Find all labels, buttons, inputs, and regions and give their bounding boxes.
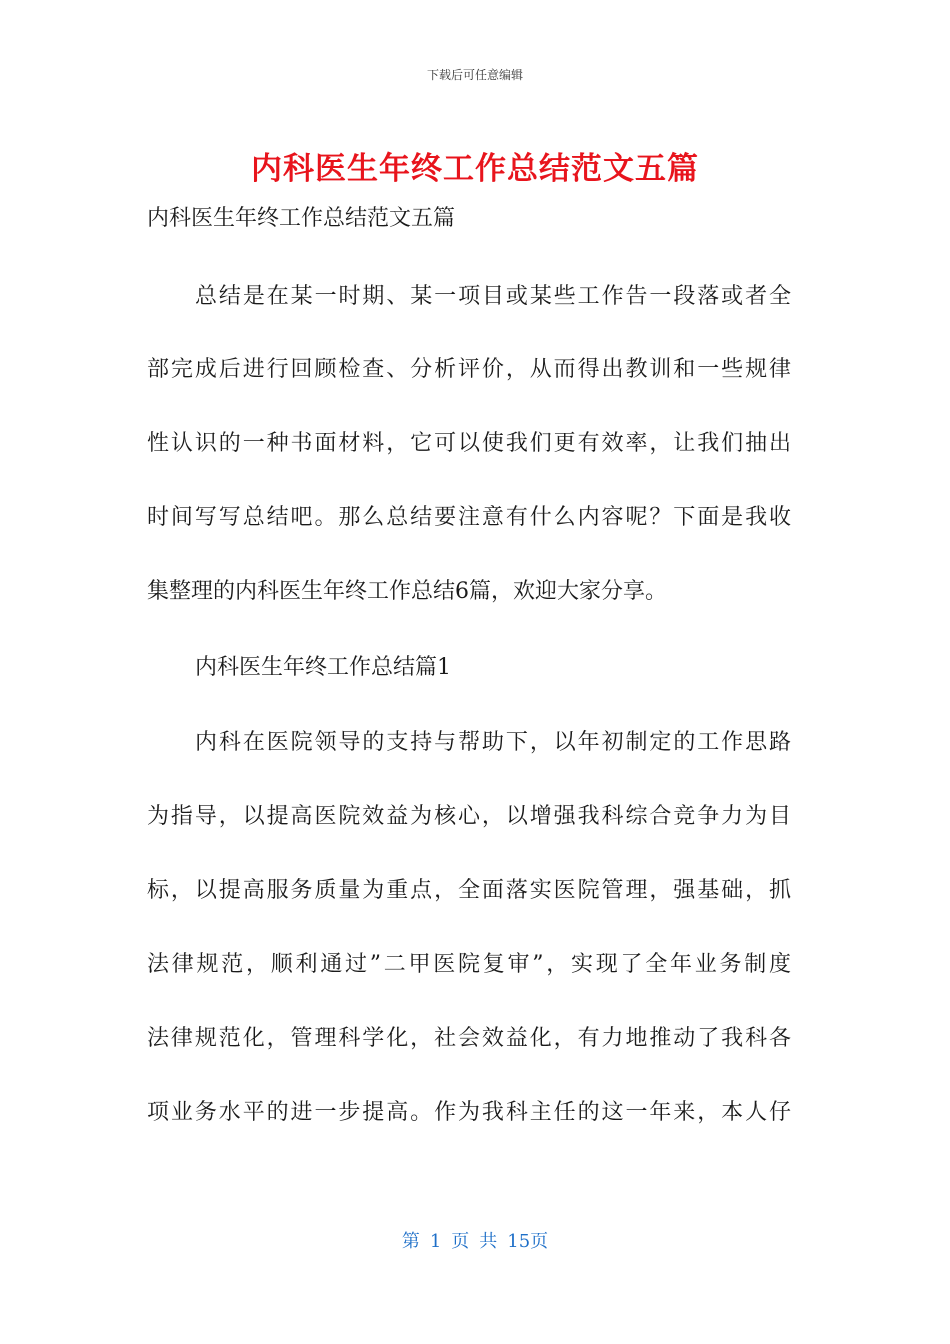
paragraph1-line: 部完成后进行回顾检查、分析评价，从而得出教训和一些规律: [147, 357, 791, 382]
paragraph1-line: 性认识的一种书面材料，它可以使我们更有效率，让我们抽出: [147, 431, 791, 456]
footer-page-number: 1: [429, 1231, 442, 1252]
footer-total-pages: 15页: [507, 1231, 549, 1252]
document-title: 内科医生年终工作总结范文五篇: [251, 151, 699, 187]
paragraph2-line: 法律规范化，管理科学化，社会效益化，有力地推动了我科各: [147, 1026, 791, 1051]
paragraph2-line: 法律规范，顺利通过”二甲医院复审”，实现了全年业务制度: [147, 952, 791, 977]
paragraph1-line: 时间写写总结吧。那么总结要注意有什么内容呢？下面是我收: [147, 505, 791, 530]
header-note: 下载后可任意编辑: [426, 68, 523, 82]
footer-label-di: 第: [401, 1231, 420, 1252]
footer-label-ye: 页: [451, 1231, 470, 1252]
section-heading: 内科医生年终工作总结篇1: [195, 655, 451, 680]
page-footer: [0, 1227, 950, 1253]
paragraph1-line: 总结是在某一时期、某一项目或某些工作告一段落或者全: [195, 284, 791, 309]
paragraph2-line: 为指导，以提高医院效益为核心，以增强我科综合竞争力为目: [147, 804, 791, 829]
document-subtitle: 内科医生年终工作总结范文五篇: [147, 206, 456, 231]
paragraph2-line: 项业务水平的进一步提高。作为我科主任的这一年来，本人仔: [147, 1100, 791, 1125]
footer-label-gong: 共: [479, 1231, 498, 1252]
paragraph2-line: 标，以提高服务质量为重点，全面落实医院管理，强基础，抓: [147, 878, 791, 903]
paragraph2-line: 内科在医院领导的支持与帮助下，以年初制定的工作思路: [195, 730, 791, 755]
paragraph1-line: 集整理的内科医生年终工作总结6篇，欢迎大家分享。: [147, 579, 667, 604]
